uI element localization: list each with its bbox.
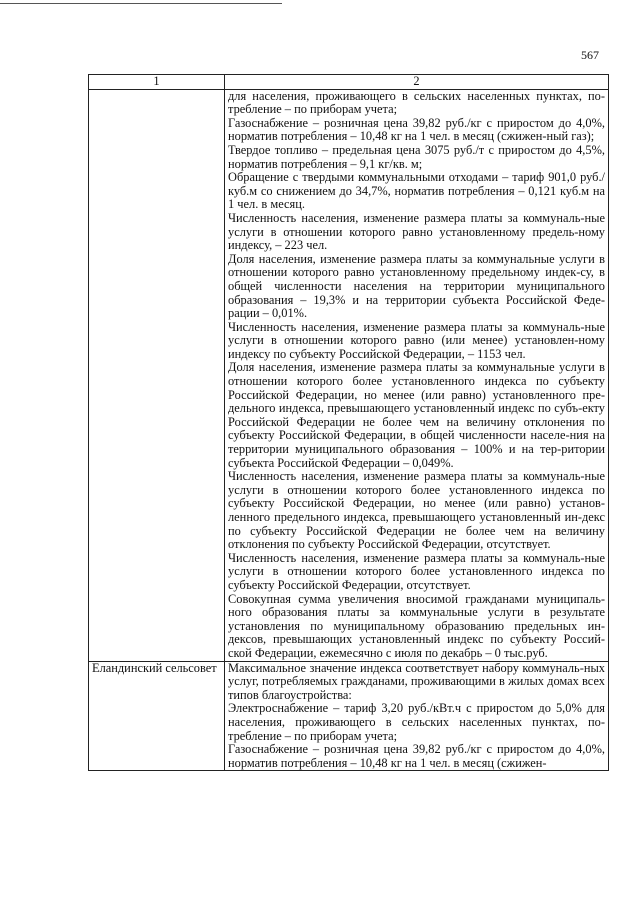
table-row bbox=[89, 661, 609, 771]
paragraph: Совокупная сумма увеличения вносимой гражданами муниципаль-ного образования платы за коммунальные услуги в результате установления по муниципальному образованию предельных ин-дексов, превышающих установленный индекс по субъекту Россий-ской Федерации, ежемесячно с июля по декабрь – 0 тыс.руб. bbox=[228, 591, 605, 660]
paragraph: Доля населения, изменение размера платы за коммунальные услуги в отношении которого более установленного индекса по субъекту Российской Федерации, но менее (или равно) установленного пре-дельного индекса, превышающего установленный индекс по субъ-екту Российской Федерации не более чем на величину отклонения по субъекту Российской Федерации, в общей численности населе-ния на территории муниципального образования – 100% и на тер-ритории субъекта Российской Федерации – 0,049%. bbox=[228, 360, 605, 470]
paragraph: Электроснабжение – тариф 3,20 руб./кВт.ч с приростом до 5,0% для населения, проживающего в сельских населенных пунктах, по-требление – по приборам учета; bbox=[228, 701, 605, 743]
paragraph: Обращение с твердыми коммунальными отходами – тариф 901,0 руб./куб.м со снижением до 34,7%, норматив потребления – 0,121 куб.м на 1 чел. в месяц. bbox=[228, 170, 605, 212]
paragraph: для населения, проживающего в сельских населенных пунктах, по-требление – по приборам учета; bbox=[228, 88, 605, 117]
municipality-cell bbox=[89, 89, 225, 661]
paragraph: Численность населения, изменение размера платы за коммуналь-ные услуги в отношении которого более установленного индекса по субъекту Российской Федерации, отсутствует. bbox=[228, 550, 605, 592]
page-number: 567 bbox=[581, 48, 599, 62]
description-cell bbox=[225, 89, 609, 661]
table-row bbox=[89, 89, 609, 661]
paragraph: Газоснабжение – розничная цена 39,82 руб./кг с приростом до 4,0%, норматив потребления – 10,48 кг на 1 чел. в месяц (сжижен- bbox=[228, 742, 605, 770]
column-header-1: 1 bbox=[89, 75, 225, 90]
column-header-2: 2 bbox=[225, 75, 609, 90]
municipality-cell: Еландинский сельсовет bbox=[89, 661, 225, 771]
paragraph: Твердое топливо – предельная цена 3075 руб./т с приростом до 4,5%, норматив потребления – 9,1 кг/кв. м; bbox=[228, 142, 605, 171]
paragraph: Доля населения, изменение размера платы за коммунальные услуги в отношении которого равно установленному предельному индек-су, в общей численности населения на территории муниципального образования – 19,3% и на территории субъекта Российской Феде-рации – 0,01%. bbox=[228, 251, 605, 321]
description-cell bbox=[225, 661, 609, 771]
paragraph: Численность населения, изменение размера платы за коммуналь-ные услуги в отношении которого равно (или менее) установлен-ному индексу по субъекту Российской Федерации, – 1153 чел. bbox=[228, 319, 605, 361]
paragraph: Численность населения, изменение размера платы за коммуналь-ные услуги в отношении которого равно установленному предель-ному индексу, – 223 чел. bbox=[228, 210, 605, 253]
table-header-row bbox=[89, 75, 609, 90]
paragraph: Максимальное значение индекса соответствует набору коммуналь-ных услуг, потребляемых гражданами, проживающими в жилых домах всех типов благоустройства: bbox=[228, 660, 605, 702]
paragraph: Численность населения, изменение размера платы за коммуналь-ные услуги в отношении которого более установленного индекса по субъекту Российской Федерации, но менее (или равно) установ-ленного предельного индекса, превышающего установленный ин-декс по субъекту Российской Федерации не более чем на величину отклонения по субъекту Российской Федерации, отсутствует. bbox=[228, 469, 605, 552]
paragraph: Газоснабжение – розничная цена 39,82 руб./кг с приростом до 4,0%, норматив потребления – 10,48 кг на 1 чел. в месяц (сжижен-ный газ); bbox=[228, 115, 605, 144]
header-rule bbox=[0, 3, 282, 4]
document-table bbox=[88, 74, 609, 771]
